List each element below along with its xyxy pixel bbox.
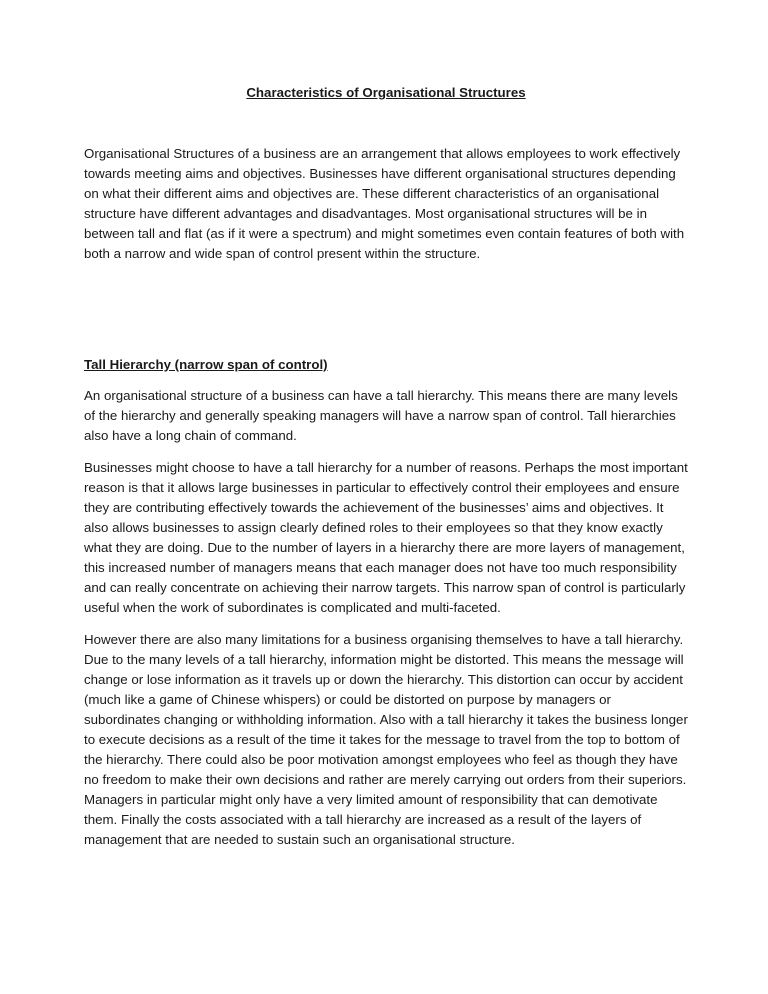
body-paragraph: However there are also many limitations for a business organising themselves to have a tall hierarchy. Due to the many levels of a tall hierarchy, information might be distorted. This means the message will change or lose information as it travels up or down the hierarchy. This distortion can occur by accident (much like a game of Chinese whispers) or could be distorted on purpose by managers or subordinates changing or withholding information. Also with a tall hierarchy it takes the business longer to execute decisions as a result of the time it takes for the message to travel from the top to bottom of the hierarchy. There could also be poor motivation amongst employees who feel as though they have no freedom to make their own decisions and rather are merely carrying out orders from their superiors. Managers in particular might only have a very limited amount of responsibility that can demotivate them. Finally the costs associated with a tall hierarchy are increased as a result of the layers of management that are needed to sustain such an organisational structure. [84,632,688,847]
body-paragraph: An organisational structure of a business can have a tall hierarchy. This means there are many levels of the hierarchy and generally speaking managers will have a narrow span of control. Tall hierarchies also have a long chain of command. [84,388,678,443]
document-title: Characteristics of Organisational Structures [246,85,526,100]
section-heading: Tall Hierarchy (narrow span of control) [84,357,328,372]
body-paragraph: Businesses might choose to have a tall hierarchy for a number of reasons. Perhaps the most important reason is that it allows large businesses in particular to effectively control their employees and ensure they are contributing effectively towards the achievement of the businesses’ aims and objectives. It also allows businesses to assign clearly defined roles to their employees so that they know exactly what they are doing. Due to the number of layers in a hierarchy there are more layers of management, this increased number of managers means that each manager does not have too much responsibility and can really concentrate on achieving their narrow targets. This narrow span of control is particularly useful when the work of subordinates is complicated and multi-faceted. [84,460,688,615]
document-body [84,84,688,850]
intro-paragraph: Organisational Structures of a business are an arrangement that allows employees to work effectively towards meeting aims and objectives. Businesses have different organisational structures depending on what their different aims and objectives are. These different characteristics of an organisational structure have different advantages and disadvantages. Most organisational structures will be in between tall and flat (as if it were a spectrum) and might sometimes even contain features of both with both a narrow and wide span of control present within the structure. [84,146,685,261]
